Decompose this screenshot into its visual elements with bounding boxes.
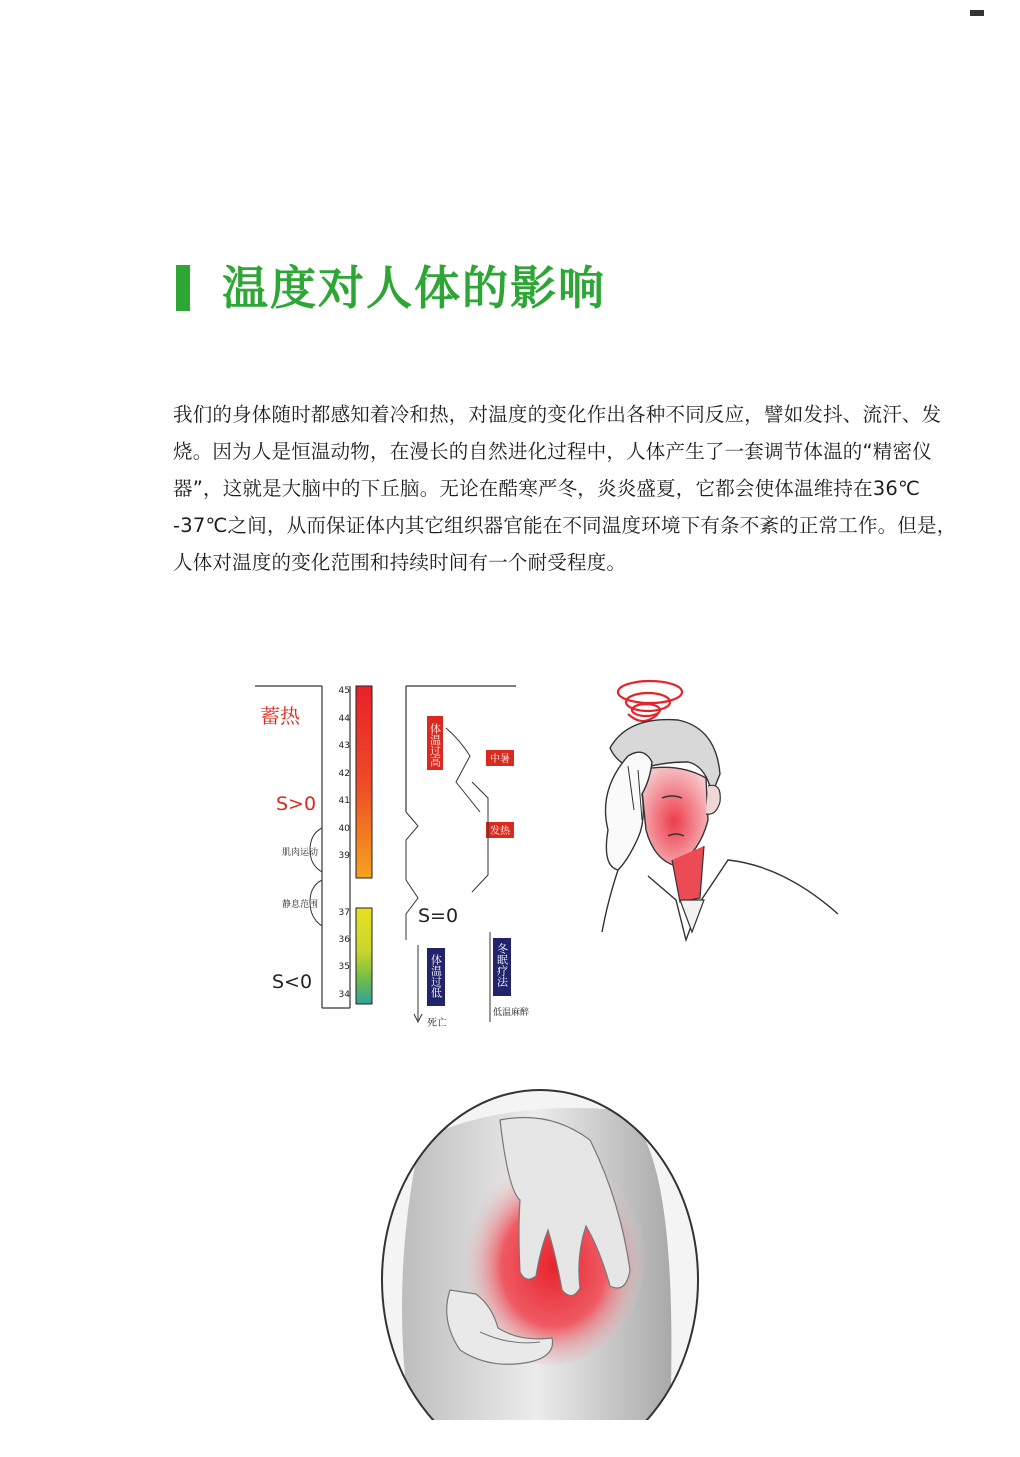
tick-label: 41 <box>338 796 350 806</box>
cool-range-bar <box>356 908 372 1004</box>
tick-label: 44 <box>338 714 350 724</box>
body-paragraph <box>173 396 963 581</box>
muscle-activity-label: 肌肉运动 <box>282 848 319 858</box>
temp-low-label: 体温过低 <box>429 954 443 998</box>
s-negative-label: S<0 <box>272 971 313 993</box>
paragraph-line: 器”，这就是大脑中的下丘脑。无论在酷寒严冬，炎炎盛夏，它都会使体温维持在36℃ <box>173 477 921 500</box>
page-corner-mark <box>970 10 984 16</box>
tick-label: 34 <box>338 990 350 1000</box>
knee-pain-illustration <box>380 1080 700 1420</box>
title-accent-bar <box>176 265 190 311</box>
branch-line <box>446 728 480 812</box>
tick-label: 36 <box>338 935 350 945</box>
tick-label: 40 <box>338 824 350 834</box>
rest-range-label: 静息范围 <box>282 900 319 910</box>
frame-line <box>406 812 418 940</box>
paragraph-line: 我们的身体随时都感知着冷和热，对温度的变化作出各种不同反应，譬如发抖、流汗、发 <box>173 403 942 426</box>
tick-label: 37 <box>338 908 350 918</box>
fever-label: 发热 <box>490 826 510 837</box>
paragraph-line: 人体对温度的变化范围和持续时间有一个耐受程度。 <box>173 551 627 574</box>
tick-label: 35 <box>338 962 350 972</box>
tie-knot <box>680 900 704 932</box>
tick-label: 42 <box>338 769 350 779</box>
hot-range-bar <box>356 686 372 878</box>
temp-high-label: 体温过高 <box>428 723 442 767</box>
tick-label: 43 <box>338 741 350 751</box>
heat-storage-label: 蓄热 <box>260 704 300 728</box>
low-temp-anesthesia-label: 低温麻醉 <box>493 1008 530 1018</box>
temperature-diagram <box>250 670 540 1040</box>
shirt-collar <box>602 860 838 940</box>
heatstroke-label: 中暑 <box>490 754 510 765</box>
death-label: 死亡 <box>427 1018 447 1029</box>
pain-swirl-icon <box>618 681 682 721</box>
paragraph-line: 烧。因为人是恒温动物，在漫长的自然进化过程中，人体产生了一套调节体温的“精密仪 <box>173 440 932 463</box>
s-zero-label: S=0 <box>418 905 459 927</box>
page-title: 温度对人体的影响 <box>222 261 606 315</box>
branch-line <box>472 782 488 892</box>
s-positive-label: S>0 <box>276 793 317 815</box>
hibernation-label: 冬眠疗法 <box>495 943 509 987</box>
ear <box>706 785 720 814</box>
headache-person-illustration <box>588 670 858 970</box>
tick-label: 45 <box>338 686 350 696</box>
paragraph-line: -37℃之间，从而保证体内其它组织器官能在不同温度环境下有条不紊的正常工作。但是， <box>173 514 957 537</box>
tick-label: 39 <box>338 851 350 861</box>
